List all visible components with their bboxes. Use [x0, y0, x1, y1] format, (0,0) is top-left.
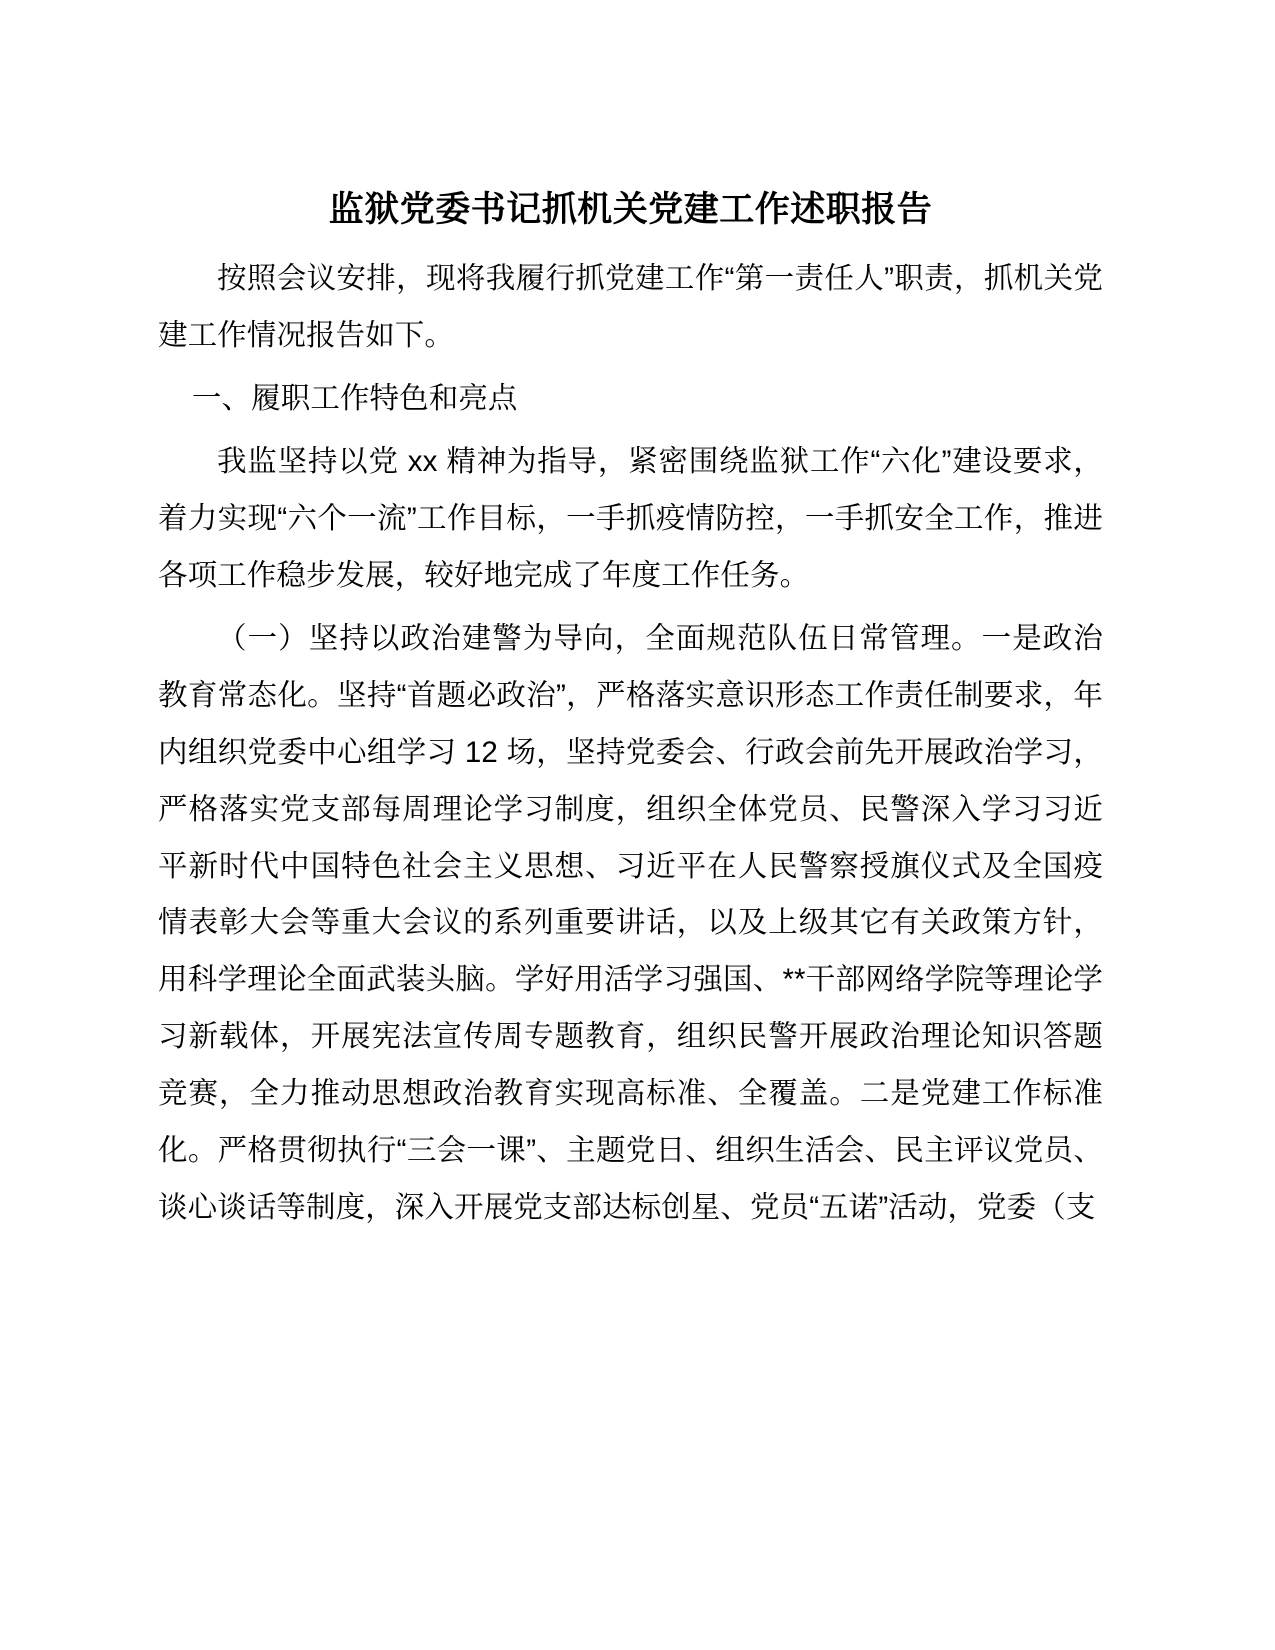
paragraph-overview: 我监坚持以党 xx 精神为指导，紧密围绕监狱工作“六化”建设要求，着力实现“六个一流”工作目标，一手抓疫情防控，一手抓安全工作，推进各项工作稳步发展，较好地完成了年度工作任务。 [158, 445, 1103, 592]
paragraph-subsection-1: （一）坚持以政治建警为导向，全面规范队伍日常管理。一是政治教育常态化。坚持“首题必政治”，严格落实意识形态工作责任制要求，年内组织党委中心组学习 12 场，坚持党委会、行政会前先开展政治学习，严格落实党支部每周理论学习制度，组织全体党员、民警深入学习习近平新时代中国特色社会主义思想、习近平在人民警察授旗仪式及全国疫情表彰大会等重大会议的系列重要讲话，以及上级其它有关政策方针，用科学理论全面武装头脑。学好用活学习强国、**干部网络学院等理论学习新载体，开展宪法宣传周专题教育，组织民警开展政治理论知识答题竞赛，全力推动思想政治教育实现高标准、全覆盖。二是党建工作标准化。严格贯彻执行“三会一课”、主题党日、组织生活会、民主评议党员、谈心谈话等制度，深入开展党支部达标创星、党员“五诺”活动，党委（支 [158, 621, 1103, 1225]
page-title: 监狱党委书记抓机关党建工作述职报告 [328, 190, 933, 229]
paragraph-intro: 按照会议安排，现将我履行抓党建工作“第一责任人”职责，抓机关党建工作情况报告如下。 [158, 262, 1103, 353]
page-content-area [158, 186, 1103, 1237]
section-heading-1: 一、履职工作特色和亮点 [191, 382, 518, 416]
